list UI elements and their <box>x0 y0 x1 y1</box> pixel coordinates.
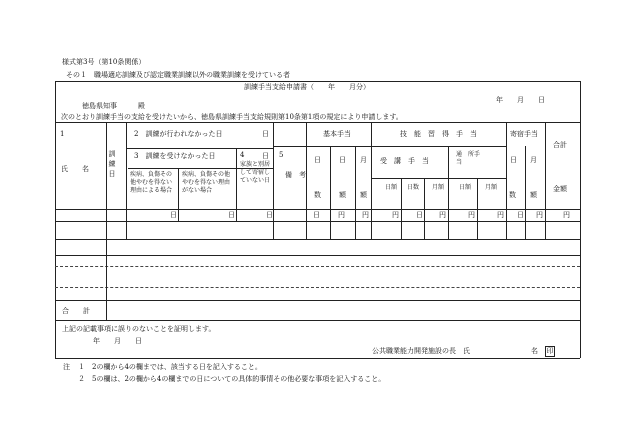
unit-day-2: 日 <box>228 211 235 219</box>
col-line-8 <box>355 146 356 239</box>
col-line-7 <box>330 146 331 239</box>
total-header: 合計 <box>553 141 567 149</box>
col4-label: 家族と別居して寄宿していない日 <box>240 161 271 184</box>
certification-date: 年 月 日 <box>93 337 142 345</box>
note-2: ２ 5の欄は、2の欄から4の欄までの日についての具体的事情その他必要な事項を記入すること。 <box>78 375 386 383</box>
col5-num: 5 <box>279 151 284 159</box>
col-line-6 <box>306 122 307 239</box>
date-line: 年 月 日 <box>496 96 545 104</box>
unit-yen-8: 円 <box>563 211 570 219</box>
basic-amount-2: 額 <box>360 191 367 199</box>
unit-yen-2: 円 <box>362 211 369 219</box>
rule-data-1 <box>55 239 580 240</box>
total-row-label: 合 計 <box>62 307 90 315</box>
addressee: 徳島県知事 殿 <box>82 102 145 110</box>
unit-yen-1: 円 <box>338 211 345 219</box>
basic-day-unit-2: 日 <box>339 156 346 164</box>
total-amount-header: 金額 <box>553 185 567 193</box>
col-line-5 <box>273 122 274 239</box>
note-1: １ 2の欄から4の欄までは、該当する日を記入すること。 <box>78 363 262 371</box>
unit-yen-5: 円 <box>468 211 475 219</box>
unit-yen-4: 円 <box>439 211 446 219</box>
rule-left <box>55 81 56 358</box>
certification-signer: 公共職業能力開発施設の長 氏 <box>372 347 470 355</box>
basic-days-count: 数 <box>314 191 321 199</box>
unit-yen-7: 円 <box>536 211 543 219</box>
intro-text: 次のとおり訓練手当の支給を受けたいから、徳島県訓練手当支給規則第10条第1項の規定により申請します。 <box>61 113 403 121</box>
seal-icon: 印 <box>546 347 554 355</box>
col-line-11 <box>424 178 425 239</box>
rule-intro-bottom <box>55 122 580 123</box>
rule-header-bottom <box>55 209 580 210</box>
basic-month-unit: 月 <box>360 156 367 164</box>
unit-day-5: 日 <box>416 211 423 219</box>
lecture-monthly-amount: 月額 <box>432 184 445 191</box>
col4-num: 4 <box>240 151 245 159</box>
unit-day-4: 日 <box>313 211 320 219</box>
col-line-14 <box>506 122 507 239</box>
lodging-allowance: 寄宿手当 <box>510 130 538 138</box>
rule-data-2 <box>55 255 580 256</box>
rule-top <box>55 81 580 82</box>
rule-unit-row <box>55 221 580 222</box>
commute-daily-amount: 日額 <box>459 184 472 191</box>
col-line-3 <box>178 168 179 221</box>
row3-day: 日 <box>262 152 269 160</box>
rule-sub2 <box>371 178 506 179</box>
sick-note: 疾病、負傷その他やむを得ない理由による場合 <box>130 171 173 194</box>
col-line-10 <box>401 178 402 239</box>
col-line-13 <box>477 178 478 239</box>
lodging-amount: 額 <box>530 191 537 199</box>
lecture-days-number: 日数 <box>407 184 420 191</box>
rule-dashed-2 <box>55 287 580 288</box>
lecture-allowance: 受 講 手 当 <box>380 157 429 165</box>
certification-name-label: 名 <box>531 347 538 355</box>
col-line-1 <box>106 122 107 320</box>
unit-yen-3: 円 <box>392 211 399 219</box>
col-line-9 <box>371 122 372 239</box>
form-number: 様式第3号（第10条関係） <box>62 58 146 66</box>
form-subtitle: その１ 職場適応訓練及び認定職業訓練以外の職業訓練を受けている者 <box>66 71 290 79</box>
basic-allowance: 基本手当 <box>323 130 351 138</box>
col1-label: 氏 名 <box>61 165 89 173</box>
no-reason-note: 疾病、負傷その他やむを得ない理由がない場合 <box>182 171 231 194</box>
col-line-2 <box>126 122 127 239</box>
rule-total-bottom <box>55 320 580 321</box>
col-line-4 <box>236 148 237 221</box>
col-line-15 <box>525 146 526 239</box>
rule-dashed-1 <box>55 266 580 267</box>
commute-monthly-amount: 月額 <box>485 184 498 191</box>
rule-data-3 <box>55 300 580 301</box>
unit-day-3: 日 <box>266 211 273 219</box>
row2-label: 2 訓練が行われなかった日 <box>134 130 223 138</box>
rule-sub1 <box>273 146 506 147</box>
lodging-month-unit: 月 <box>530 156 537 164</box>
unit-yen-6: 円 <box>497 211 504 219</box>
col1-num: 1 <box>60 130 65 138</box>
unit-day-6: 日 <box>517 211 524 219</box>
skill-allowance: 技 能 習 得 手 当 <box>400 130 477 138</box>
commute-allowance: 通 所手 当 <box>456 151 487 166</box>
rule-bottom <box>55 358 580 359</box>
notes-label: 注 <box>63 363 70 371</box>
col-line-16 <box>545 122 546 239</box>
lodging-days-count: 数 <box>509 191 516 199</box>
row2-day: 日 <box>262 130 269 138</box>
row3-label: 3 訓練を受けなかった日 <box>134 152 216 160</box>
basic-day-unit: 日 <box>314 156 321 164</box>
form-title: 訓練手当支給申請書（ 年 月分） <box>244 83 370 91</box>
col-line-12 <box>448 146 449 239</box>
col5-label: 備 考 <box>285 171 306 179</box>
rule-right <box>580 81 581 358</box>
lecture-daily-amount: 日額 <box>385 184 398 191</box>
basic-amount: 額 <box>339 191 346 199</box>
lodging-day-unit: 日 <box>510 156 517 164</box>
certification-text: 上記の記載事項に誤りのないことを証明します。 <box>62 325 216 333</box>
training-days-label: 訓練日 <box>108 150 116 180</box>
rule-row2 <box>126 148 273 149</box>
unit-day-1: 日 <box>170 211 177 219</box>
